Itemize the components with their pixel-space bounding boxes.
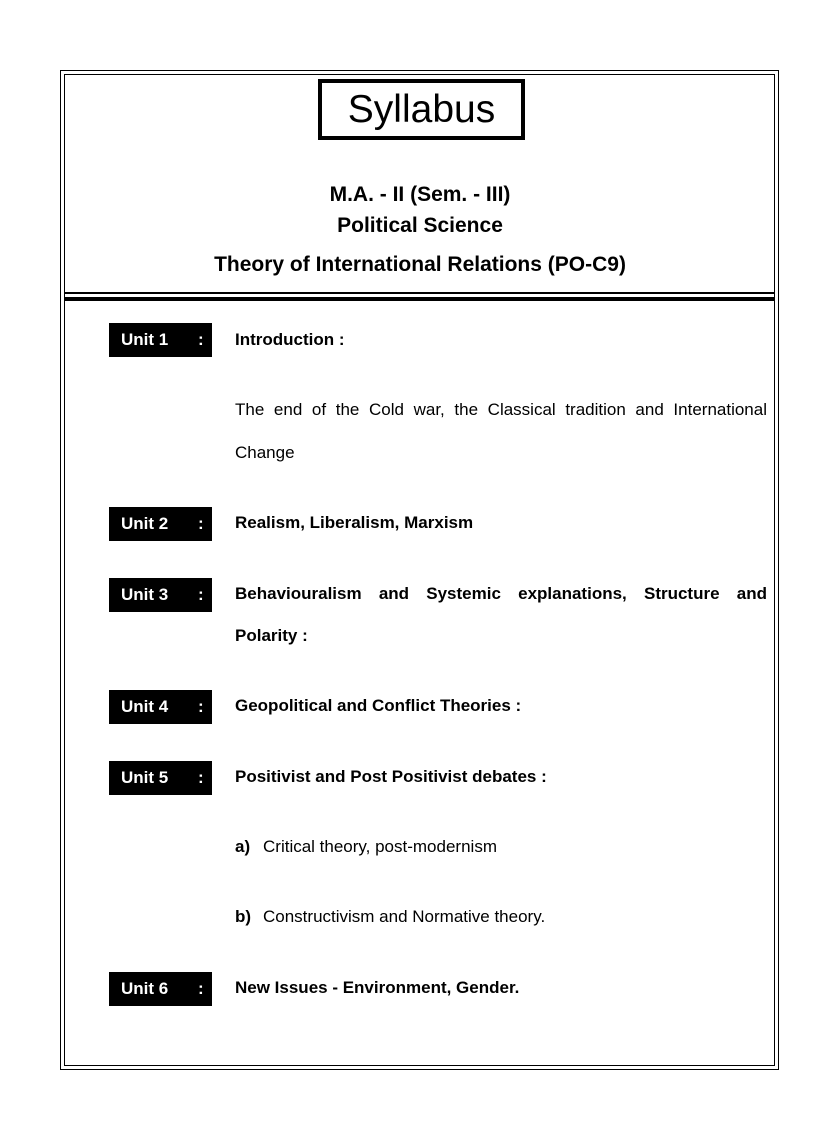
unit-title: Positivist and Post Positivist debates :: [235, 767, 547, 786]
unit-title: Geopolitical and Conflict Theories :: [235, 696, 522, 715]
list-item-text: Constructivism and Normative theory.: [263, 907, 546, 926]
unit-title: Behaviouralism and Systemic explanations, Structure and Polarity :: [235, 584, 767, 645]
unit-tag: [109, 761, 212, 795]
header-divider-thin: [64, 292, 775, 294]
syllabus-title: Syllabus: [318, 79, 525, 140]
unit-title: Realism, Liberalism, Marxism: [235, 513, 474, 532]
unit-title: New Issues - Environment, Gender.: [235, 978, 520, 997]
unit-tag: [109, 578, 212, 612]
course-level: M.A. - II (Sem. - III): [329, 183, 511, 206]
list-marker: b): [235, 907, 252, 926]
unit-colon: :: [198, 768, 204, 787]
list-item: [235, 905, 545, 929]
unit-label: Unit 3: [121, 585, 169, 604]
subject-name: Political Science: [337, 214, 503, 237]
unit-colon: :: [198, 330, 204, 349]
unit-description: The end of the Cold war, the Classical tradition and International Change: [235, 400, 767, 462]
unit-label: Unit 2: [121, 514, 169, 533]
unit-label: Unit 6: [121, 979, 169, 998]
unit-colon: :: [198, 585, 204, 604]
unit-label: Unit 4: [121, 697, 169, 716]
unit-tag: [109, 690, 212, 724]
unit-label: Unit 1: [121, 330, 169, 349]
list-item-text: Critical theory, post-modernism: [263, 837, 497, 856]
unit-tag: [109, 323, 212, 357]
unit-colon: :: [198, 514, 204, 533]
unit-colon: :: [198, 697, 204, 716]
unit-tag: [109, 507, 212, 541]
paper-title: Theory of International Relations (PO-C9): [214, 253, 626, 276]
unit-label: Unit 5: [121, 768, 169, 787]
list-marker: a): [235, 837, 251, 856]
list-item: [235, 835, 497, 859]
unit-tag: [109, 972, 212, 1006]
unit-colon: :: [198, 979, 204, 998]
header-divider-thick: [64, 297, 775, 301]
unit-title: Introduction :: [235, 330, 345, 349]
